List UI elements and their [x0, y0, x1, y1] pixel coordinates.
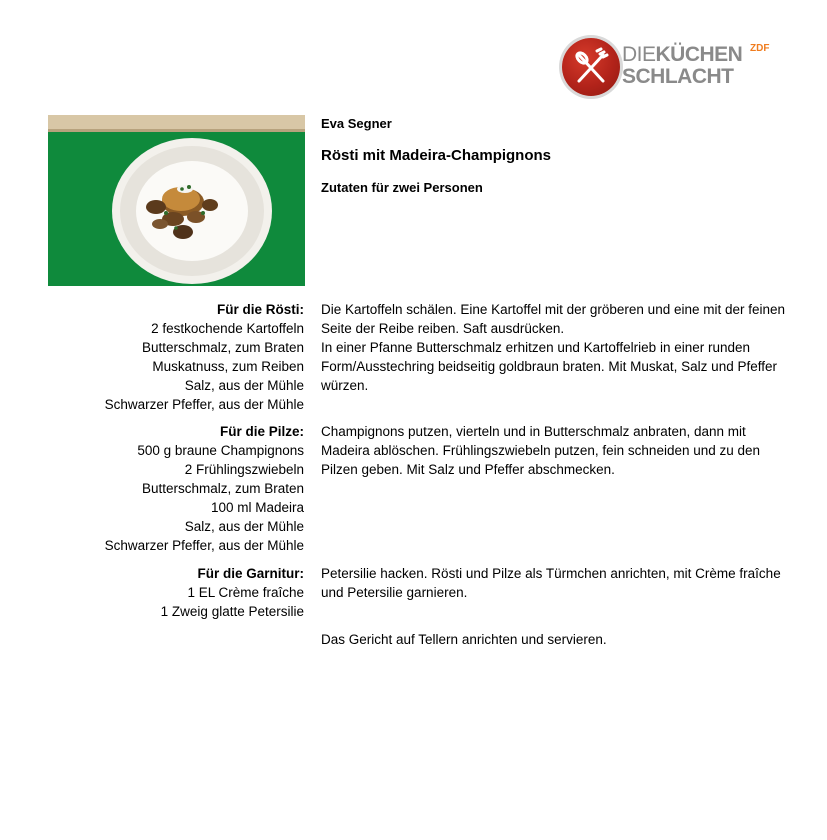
ingredients-pilze: [105, 422, 304, 555]
ingredient-item: 1 Zweig glatte Petersilie: [160, 604, 304, 619]
dish-photo: [48, 115, 305, 286]
whisk-fork-icon: [562, 38, 620, 96]
section-heading-roesti: Für die Rösti:: [217, 302, 304, 317]
recipe-title: Rösti mit Madeira-Champignons: [321, 147, 552, 164]
instruction-step: Petersilie hacken. Rösti und Pilze als Türmchen anrichten, mit Crème fraîche und Petersilie garnieren.: [321, 566, 781, 600]
final-step: Das Gericht auf Tellern anrichten und servieren.: [321, 632, 607, 647]
instruction-step: In einer Pfanne Butterschmalz erhitzen und Kartoffelrieb in einer runden Form/Ausstechring beidseitig goldbraun braten. Mit Muskat, Salz und Pfeffer würzen.: [321, 340, 777, 393]
ingredient-item: Salz, aus der Mühle: [184, 519, 304, 534]
ingredients-garnitur: [161, 564, 304, 621]
ingredient-item: Schwarzer Pfeffer, aus der Mühle: [104, 538, 304, 553]
ingredient-item: 100 ml Madeira: [210, 500, 304, 515]
section-heading-pilze: Für die Pilze:: [219, 424, 304, 439]
ingredient-item: Muskatnuss, zum Reiben: [152, 359, 304, 374]
logo-schlacht: SCHLACHT: [622, 65, 734, 88]
logo-kuechen: KÜCHEN: [655, 43, 743, 66]
steps-roesti: [321, 300, 791, 395]
ingredient-item: Butterschmalz, zum Braten: [141, 340, 304, 355]
logo-wordmark: [622, 44, 742, 88]
ingredient-item: Butterschmalz, zum Braten: [141, 481, 304, 496]
zdf-logo: ZDF: [750, 43, 770, 54]
show-logo: [562, 36, 782, 98]
ingredient-item: Schwarzer Pfeffer, aus der Mühle: [104, 397, 304, 412]
servings-subtitle: Zutaten für zwei Personen: [321, 180, 483, 195]
ingredient-item: 1 EL Crème fraîche: [187, 585, 304, 600]
section-heading-garnitur: Für die Garnitur:: [197, 566, 304, 581]
steps-pilze: [321, 422, 791, 479]
ingredients-roesti: [105, 300, 304, 414]
logo-disc: [562, 38, 620, 96]
instruction-step: Die Kartoffeln schälen. Eine Kartoffel mit der gröberen und eine mit der feinen Seite der Reibe reiben. Saft ausdrücken.: [321, 302, 786, 336]
instruction-step: Champignons putzen, vierteln und in Butterschmalz anbraten, dann mit Madeira ablöschen. Frühlingszwiebeln putzen, fein schneiden und zu den Pilzen geben. Mit Salz und Pfeffer abschmecken.: [321, 424, 761, 477]
author-name: Eva Segner: [321, 116, 392, 131]
steps-garnitur: [321, 564, 791, 602]
ingredient-item: Salz, aus der Mühle: [184, 378, 304, 393]
ingredient-item: 2 Frühlingszwiebeln: [184, 462, 304, 477]
ingredient-item: 2 festkochende Kartoffeln: [151, 321, 304, 336]
logo-die: DIE: [622, 43, 656, 66]
ingredient-item: 500 g braune Champignons: [137, 443, 304, 458]
